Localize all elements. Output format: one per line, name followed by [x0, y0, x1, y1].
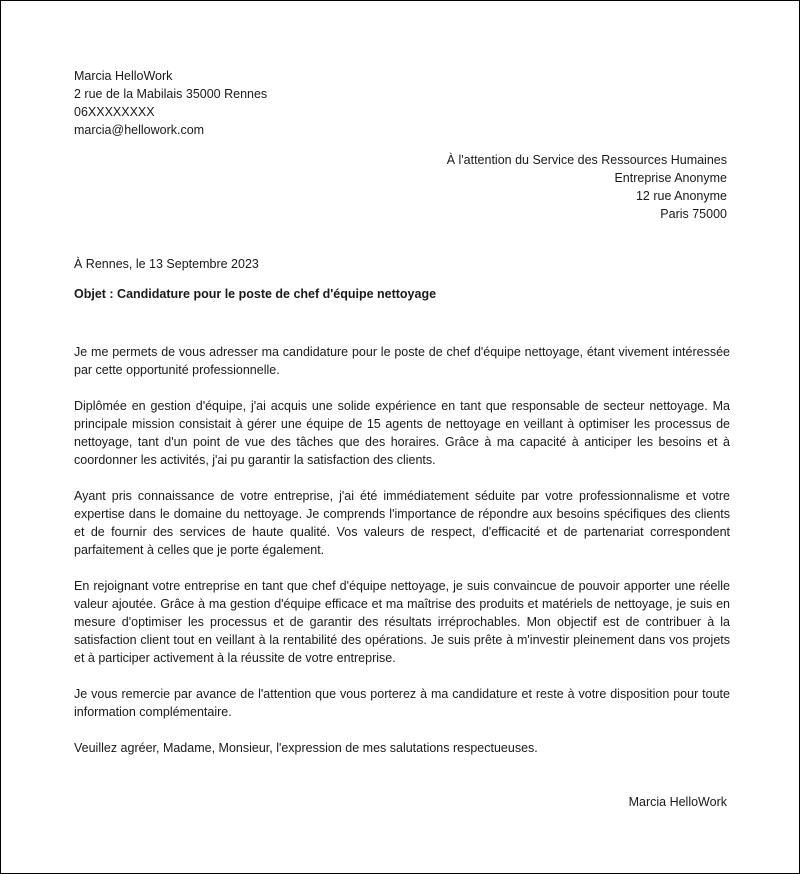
- recipient-attention: À l'attention du Service des Ressources Humaines: [446, 153, 727, 167]
- recipient-city: Paris 75000: [660, 207, 727, 221]
- sender-address: 2 rue de la Mabilais 35000 Rennes: [74, 87, 268, 101]
- paragraph-experience: Diplômée en gestion d'équipe, j'ai acquis une solide expérience en tant que responsable de secteur nettoyage. Ma principale mission consistait à gérer une équipe de 15 agents de nettoyage en veillant à optimiser les processus de nettoyage, tant d'un point de vue des tâches que des horaires. Grâce à ma capacité à anticiper les besoins et à coordonner les activités, j'ai pu garantir la satisfaction des clients.: [74, 399, 730, 467]
- sender-name: Marcia HelloWork: [74, 69, 173, 83]
- sender-block: [74, 67, 267, 139]
- letter-body: [74, 343, 730, 775]
- paragraph-intro: Je me permets de vous adresser ma candidature pour le poste de chef d'équipe nettoyage, étant vivement intéressée par cette opportunité professionnelle.: [74, 345, 730, 377]
- date-line: À Rennes, le 13 Septembre 2023: [74, 257, 259, 271]
- sender-email: marcia@hellowork.com: [74, 123, 205, 137]
- subject-line: Objet : Candidature pour le poste de chef d'équipe nettoyage: [74, 287, 437, 301]
- sender-phone: 06XXXXXXXX: [74, 105, 155, 119]
- recipient-company: Entreprise Anonyme: [614, 171, 727, 185]
- paragraph-closing: Veuillez agréer, Madame, Monsieur, l'expression de mes salutations respectueuses.: [74, 741, 538, 755]
- recipient-block: [447, 151, 727, 223]
- paragraph-value: En rejoignant votre entreprise en tant que chef d'équipe nettoyage, je suis convaincue de pouvoir apporter une réelle valeur ajoutée. Grâce à ma gestion d'équipe efficace et ma maîtrise des produits et matériels de nettoyage, je suis en mesure d'optimiser les processus et de garantir des résultats irréprochables. Mon objectif est de contribuer à la satisfaction client tout en veillant à la rentabilité des opérations. Je suis prête à m'investir pleinement dans vos projets et à participer activement à la réussite de votre entreprise.: [74, 579, 730, 665]
- paragraph-company: Ayant pris connaissance de votre entreprise, j'ai été immédiatement séduite par votre professionnalisme et votre expertise dans le domaine du nettoyage. Je comprends l'importance de répondre aux besoins spécifiques des clients et de fournir des services de haute qualité. Vos valeurs de respect, d'efficacité et de partenariat correspondent parfaitement à celles que je porte également.: [74, 489, 730, 557]
- paragraph-thanks: Je vous remercie par avance de l'attention que vous porterez à ma candidature et reste à votre disposition pour toute information complémentaire.: [74, 687, 730, 719]
- signature: Marcia HelloWork: [628, 795, 727, 809]
- recipient-street: 12 rue Anonyme: [635, 189, 727, 203]
